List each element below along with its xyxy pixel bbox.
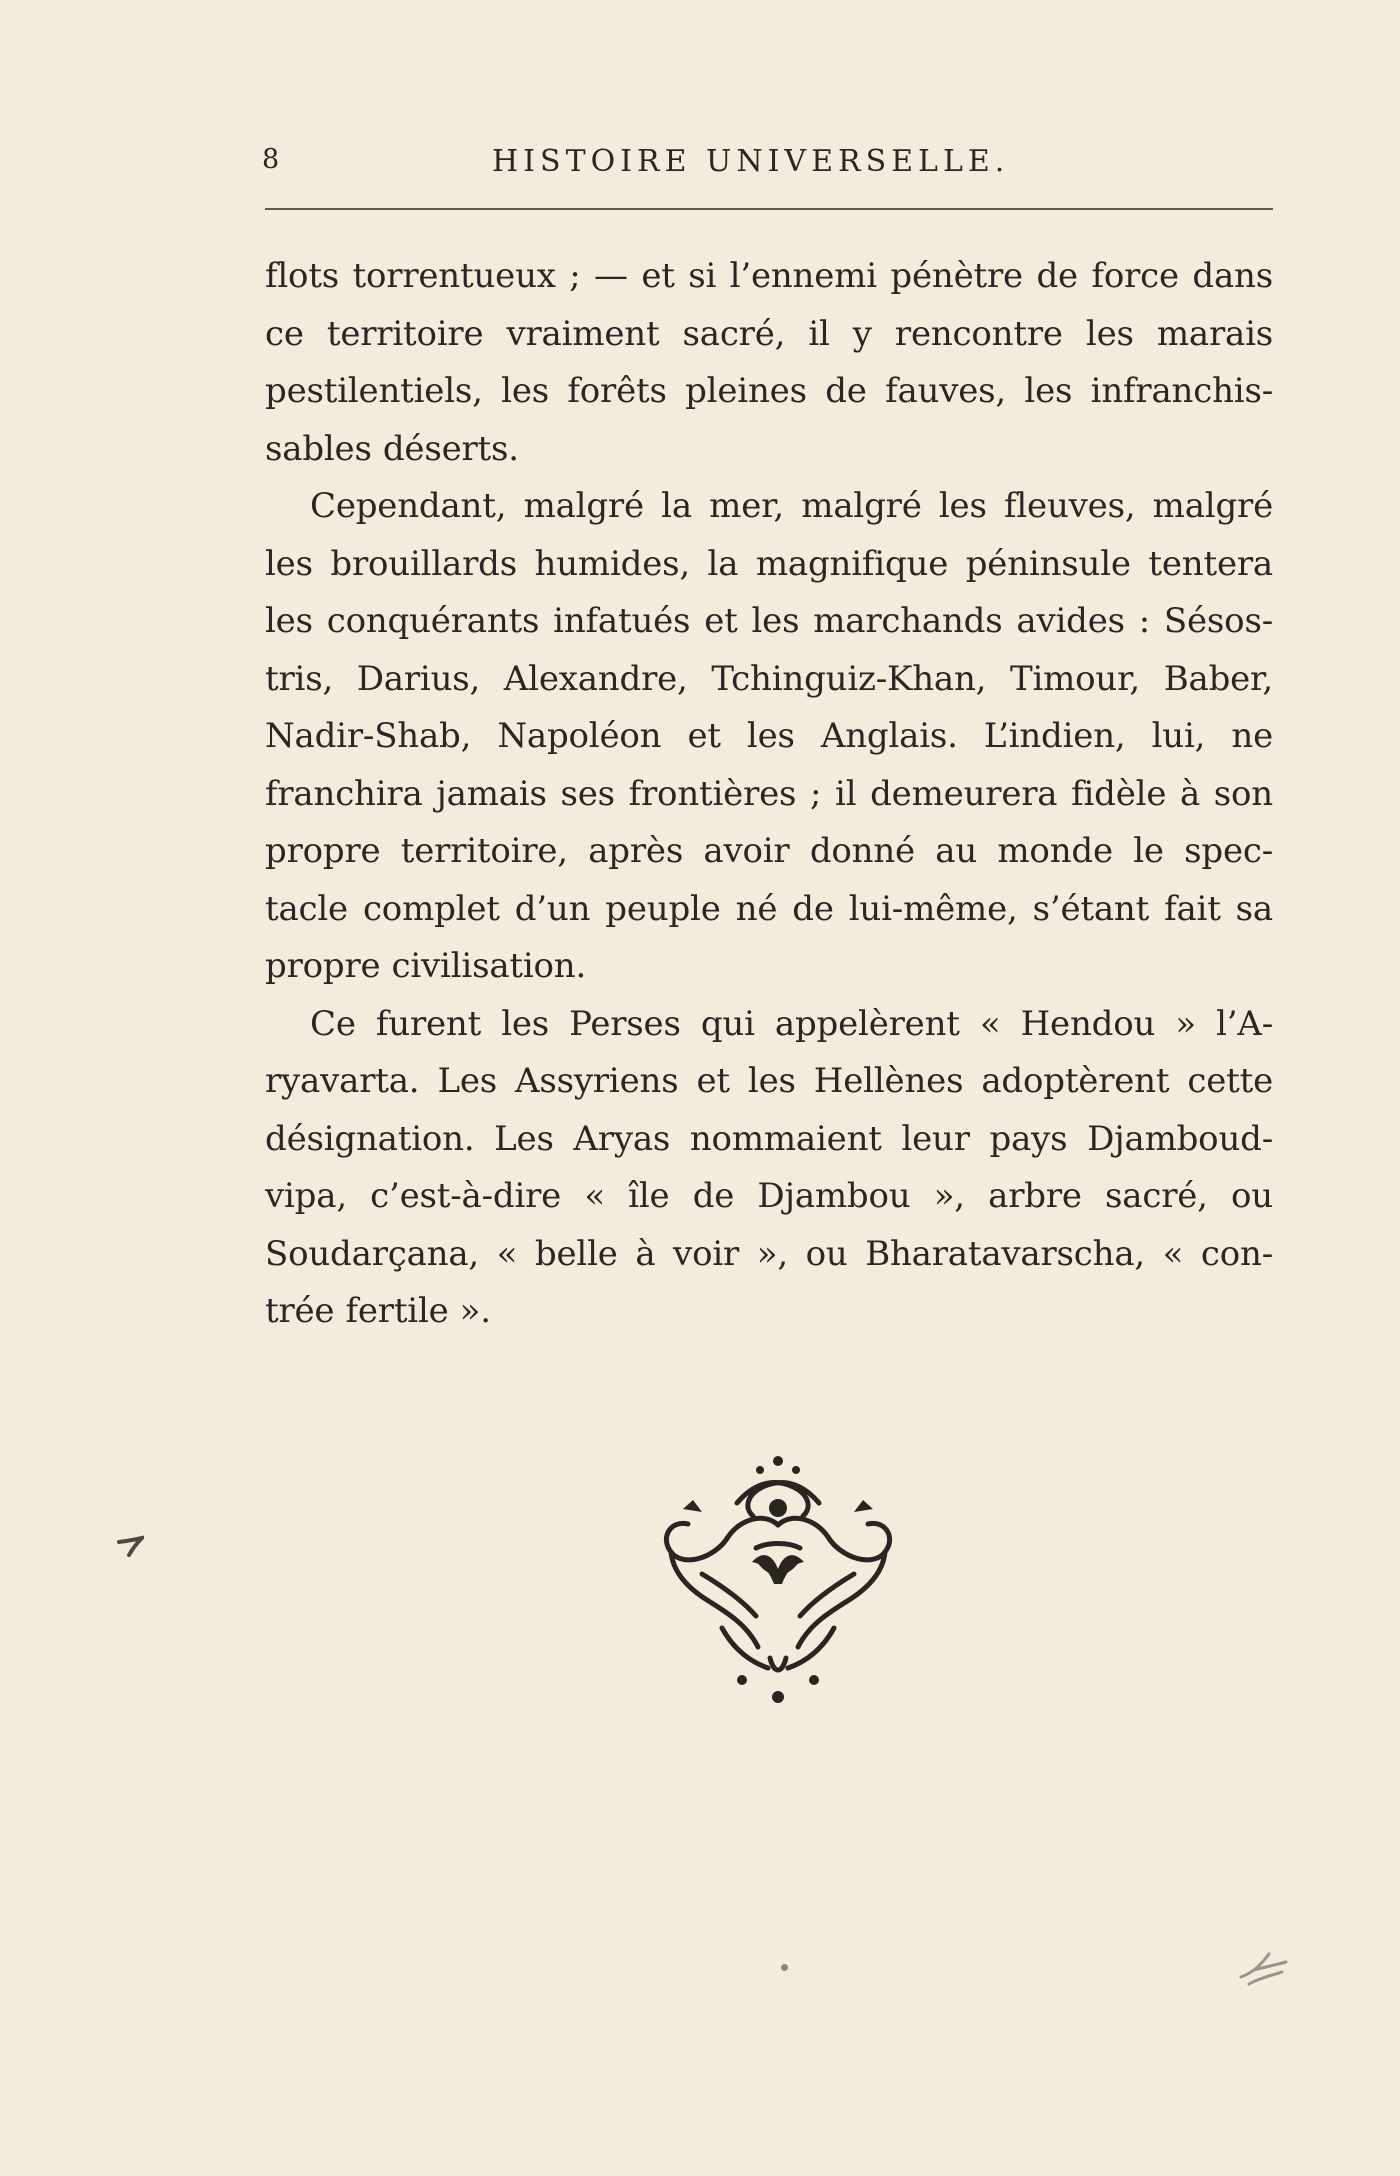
pencil-note-icon: [1234, 1942, 1290, 1990]
page-number: 8: [262, 144, 280, 175]
header-rule: [265, 208, 1273, 210]
paragraph-2: Cependant, malgré la mer, malgré les fleuves, malgré les brouillards humides, la magnifique péninsule tentera les conquérants infatués et les marchands avides : Sésos-tris, Darius, Alexandre, Tchinguiz-Khan, Timour, Baber, Nadir-Shab, Napoléon et les Anglais. L’indien, lui, ne franchira jamais ses frontières ; il demeurera fidèle à son propre territoire, après avoir donné au monde le spec-tacle complet d’un peuple né de lui-même, s’étant fait sa propre civilisation.: [265, 486, 1273, 986]
page-header: [262, 144, 1272, 188]
running-title: HISTOIRE UNIVERSELLE.: [492, 144, 1010, 179]
paragraph-1: flots torrentueux ; — et si l’ennemi pénètre de force dans ce territoire vraiment sacré, il y rencontre les marais pestilentiels, les forêts pleines de fauves, les infranchis-sables déserts.: [265, 256, 1273, 469]
ink-mark-icon: [116, 1533, 144, 1557]
tailpiece-vignette-icon: [648, 1450, 908, 1705]
body-text: [265, 248, 1273, 1341]
stray-dot: [781, 1964, 788, 1971]
paragraph-3: Ce furent les Perses qui appelèrent « Hendou » l’A-ryavarta. Les Assyriens et les Hellènes adoptèrent cette désignation. Les Aryas nommaient leur pays Djamboud-vipa, c’est-à-dire « île de Djambou », arbre sacré, ou Soudarçana, « belle à voir », ou Bharatavarscha, « con-trée fertile ».: [265, 1003, 1273, 1331]
